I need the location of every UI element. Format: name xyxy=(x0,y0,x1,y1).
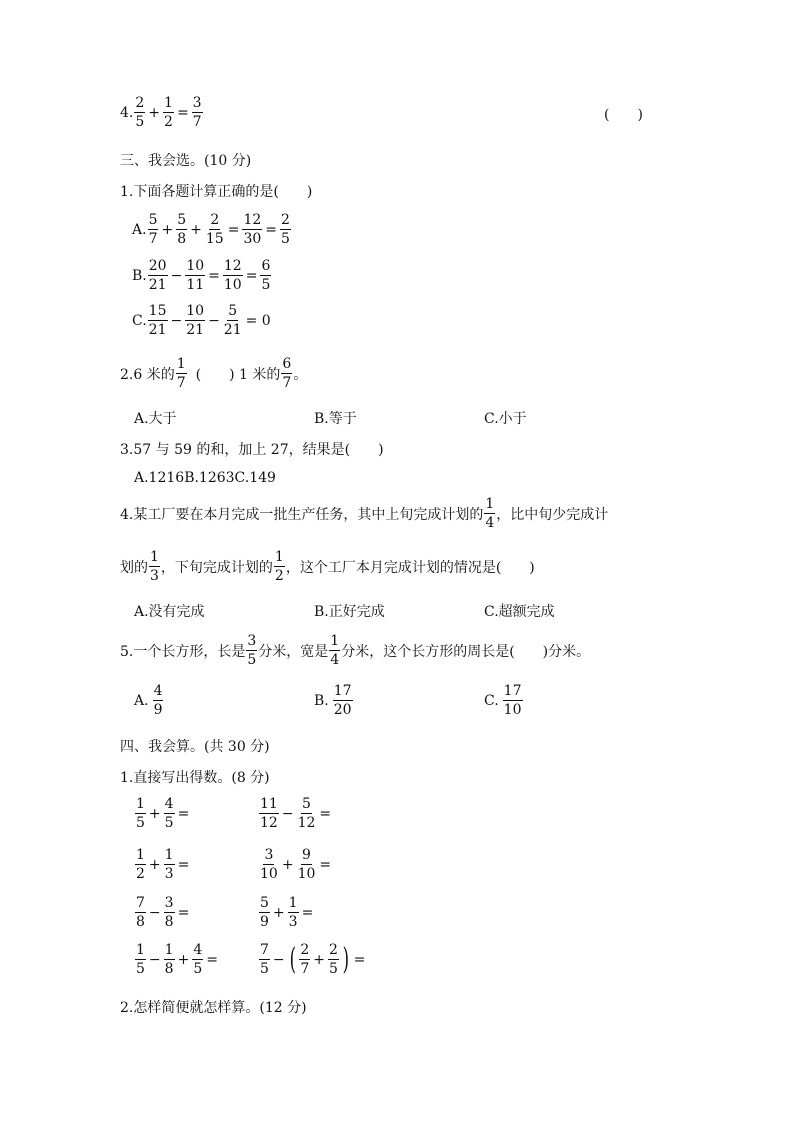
option-b[interactable]: B. $\frac{20}{21}$ − $\frac{10}{11}$ = $\frac{12}{10}$ = $\frac{6}{5}$ xyxy=(132,258,271,293)
choice-question-4-line2: 划的 $\frac{1}{3}$ ，下旬完成计划的 $\frac{1}{2}$ ，这个工厂本月完成计划的情况是( ) xyxy=(120,549,535,584)
option-c[interactable]: C. $\frac{15}{21}$ − $\frac{10}{21}$ − $\frac{5}{21}$ = 0 xyxy=(132,303,271,338)
calc-item: $\frac{7}{8}$ − $\frac{3}{8}$ = xyxy=(136,895,190,930)
q4-option-c[interactable]: C.超额完成 xyxy=(484,604,555,620)
calc-item: $\frac{5}{9}$ + $\frac{1}{3}$ = xyxy=(260,895,314,930)
q3-options[interactable]: A.1216B.1263C.149 xyxy=(134,470,276,486)
choice-question-3: 3.57 与 59 的和，加上 27，结果是( ) xyxy=(120,442,384,458)
q5-option-b[interactable]: B. $\frac{17}{20}$ xyxy=(314,683,352,718)
choice-question-4-line1: 4.某工厂要在本月完成一批生产任务，其中上旬完成计划的 $\frac{1}{4}$ ，比中旬少完成计 xyxy=(120,496,609,531)
choice-question-2: 2.6 米的 $\frac{1}{7}$ ( ) 1 米的 $\frac{6}{7}$ 。 xyxy=(120,356,308,391)
answer-blank[interactable]: ( ) xyxy=(604,107,643,123)
choice-question-1: 1.下面各题计算正确的是( ) xyxy=(120,184,313,200)
option-a[interactable]: A. $\frac{5}{7}$ + $\frac{5}{8}$ + $\frac{2}{15}$ = $\frac{12}{30}$ = $\frac{2}{5}$ xyxy=(132,212,290,247)
choice-question-5: 5.一个长方形，长是 $\frac{3}{5}$ 分米，宽是 $\frac{1}{4}$ 分米，这个长方形的周长是( )分米。 xyxy=(120,633,591,668)
calc-item: $\frac{1}{2}$ + $\frac{1}{3}$ = xyxy=(136,847,190,882)
fraction: $\frac{3}{7}$ xyxy=(192,95,202,130)
calc-item: $\frac{1}{5}$ − $\frac{1}{8}$ + $\frac{4}{5}$ = xyxy=(136,942,218,977)
calc-item: $\frac{11}{12}$ − $\frac{5}{12}$ = xyxy=(260,796,332,831)
judge-question-4: 4. $\frac{2}{5}$ + $\frac{1}{2}$ = $\frac{3}{7}$ xyxy=(120,95,202,130)
fraction: $\frac{1}{2}$ xyxy=(164,95,173,130)
calc-title: 1.直接写出得数。(8 分) xyxy=(120,770,270,786)
q5-option-a[interactable]: A. $\frac{4}{9}$ xyxy=(134,683,163,718)
q2-option-c[interactable]: C.小于 xyxy=(484,411,527,427)
section-title: 四、我会算。(共 30 分) xyxy=(120,739,270,755)
fraction: $\frac{2}{5}$ xyxy=(135,95,145,130)
q5-option-c[interactable]: C. $\frac{17}{10}$ xyxy=(484,683,522,718)
q2-option-a[interactable]: A.大于 xyxy=(134,411,177,427)
calc-item: $\frac{1}{5}$ + $\frac{4}{5}$ = xyxy=(136,796,190,831)
q2-option-b[interactable]: B.等于 xyxy=(314,411,357,427)
calc-item: $\frac{3}{10}$ + $\frac{9}{10}$ = xyxy=(260,847,332,882)
q4-option-b[interactable]: B.正好完成 xyxy=(314,604,385,620)
calc-item: $\frac{7}{5}$ − ( $\frac{2}{7}$ + $\frac{2}{5}$ ) = xyxy=(260,941,366,977)
simplify-title: 2.怎样简便就怎样算。(12 分) xyxy=(120,1000,307,1016)
section-title: 三、我会选。(10 分) xyxy=(120,153,252,169)
q4-option-a[interactable]: A.没有完成 xyxy=(134,604,205,620)
